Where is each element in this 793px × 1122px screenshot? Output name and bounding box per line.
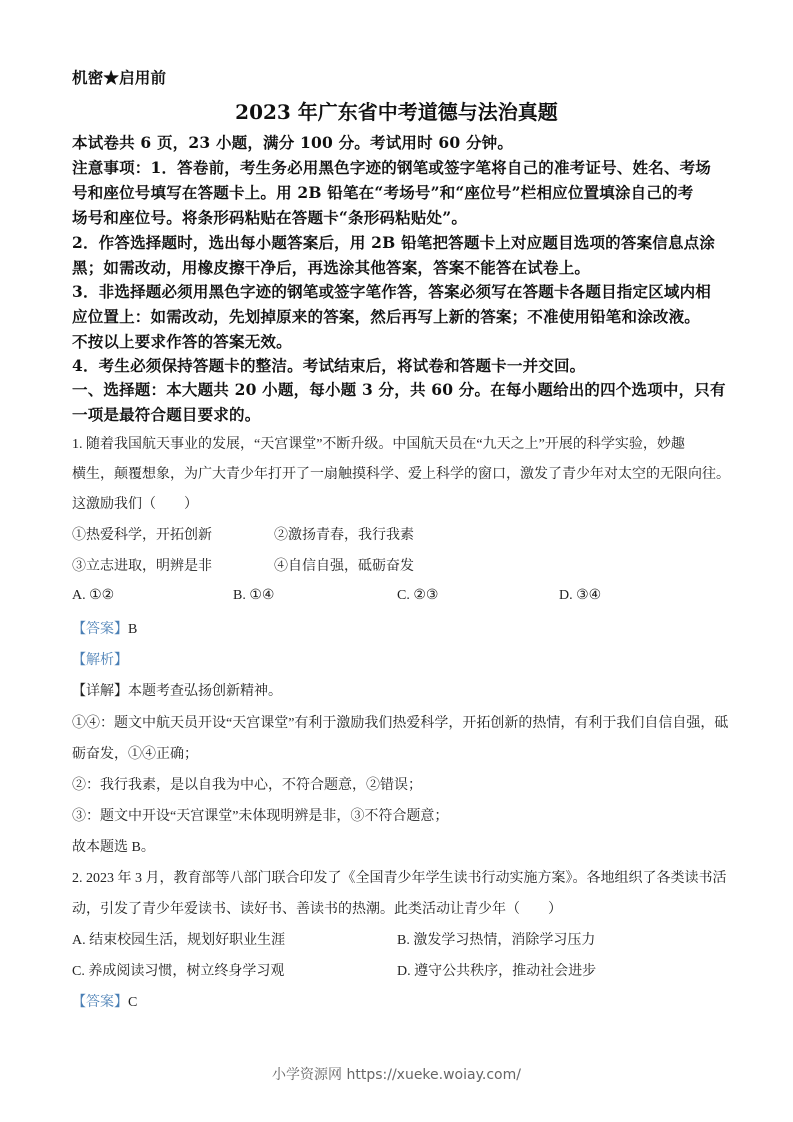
q1-explanation-line: 砺奋发，①④正确； bbox=[72, 747, 198, 762]
q2-answer bbox=[72, 991, 137, 1011]
answer-value: C bbox=[128, 995, 138, 1010]
q2-option-a: A. 结束校园生活，规划好职业生涯 bbox=[72, 933, 286, 948]
answer-value: B bbox=[128, 622, 138, 637]
instruction-line: 注意事项：1．答卷前，考生务必用黑色字迹的钢笔或签字笔将自己的准考证号、姓名、考场 bbox=[72, 158, 711, 177]
q1-explanation-line: ①④：题文中航天员开设“天宫课堂”有利于激励我们热爱科学，开拓创新的热情，有利于我们自信自强，砥 bbox=[72, 716, 729, 731]
confidential-mark: 机密★启用前 bbox=[72, 68, 167, 87]
q1-option-d: D. ③④ bbox=[559, 588, 602, 603]
q1-stem-line: 1. 随着我国航天事业的发展，“天宫课堂”不断升级。中国航天员在“九天之上”开展的科学实验，妙趣 bbox=[72, 437, 685, 452]
q1-statement: ①热爱科学，开拓创新 bbox=[72, 528, 212, 543]
instruction-line: 黑；如需改动，用橡皮擦干净后，再选涂其他答案，答案不能答在试卷上。 bbox=[72, 258, 591, 277]
answer-label: 【答案】 bbox=[72, 995, 128, 1010]
footer-watermark: 小学资源网 https://xueke.woiay.com/ bbox=[272, 1067, 521, 1083]
instruction-line: 场号和座位号。将条形码粘贴在答题卡“条形码粘贴处”。 bbox=[72, 208, 468, 227]
q1-statement: ④自信自强，砥砺奋发 bbox=[274, 559, 414, 574]
q1-option-b: B. ①④ bbox=[233, 588, 275, 603]
detail-text: 本题考查弘扬创新精神。 bbox=[128, 684, 282, 699]
instruction-line: 2．作答选择题时，选出每小题答案后，用 2B 铅笔把答题卡上对应题目选项的答案信息点涂 bbox=[72, 233, 716, 252]
q1-explanation-line: ③：题文中开设“天宫课堂”未体现明辨是非，③不符合题意； bbox=[72, 809, 449, 824]
section-heading: 一项是最符合题目要求的。 bbox=[72, 405, 261, 424]
answer-label: 【答案】 bbox=[72, 622, 128, 637]
q1-statement: ③立志进取，明辨是非 bbox=[72, 559, 212, 574]
analysis-label: 【解析】 bbox=[72, 653, 128, 668]
q1-detail bbox=[72, 680, 282, 700]
q2-option-b: B. 激发学习热情，消除学习压力 bbox=[397, 933, 596, 948]
instruction-line: 3．非选择题必须用黑色字迹的钢笔或签字笔作答，答案必须写在答题卡各题目指定区域内相 bbox=[72, 282, 711, 301]
instruction-line: 4．考生必须保持答题卡的整洁。考试结束后，将试卷和答题卡一并交回。 bbox=[72, 356, 586, 375]
q1-statement: ②激扬青春，我行我素 bbox=[274, 528, 414, 543]
q1-stem-line: 这激励我们（ ） bbox=[72, 497, 198, 512]
instruction-line: 不按以上要求作答的答案无效。 bbox=[72, 332, 292, 351]
q2-option-c: C. 养成阅读习惯，树立终身学习观 bbox=[72, 964, 285, 979]
section-heading: 一、选择题：本大题共 20 小题，每小题 3 分，共 60 分。在每小题给出的四个选项中，只有 bbox=[72, 380, 726, 399]
exam-intro: 本试卷共 6 页，23 小题，满分 100 分。考试用时 60 分钟。 bbox=[72, 133, 514, 152]
detail-label: 【详解】 bbox=[72, 684, 128, 699]
instruction-line: 号和座位号填写在答题卡上。用 2B 铅笔在“考场号”和“座位号”栏相应位置填涂自己的考 bbox=[72, 183, 694, 202]
q1-option-c: C. ②③ bbox=[397, 588, 439, 603]
page-title: 2023 年广东省中考道德与法治真题 bbox=[235, 100, 558, 124]
q2-stem-line: 2. 2023 年 3 月，教育部等八部门联合印发了《全国青少年学生读书行动实施方案》。各地组织了各类读书活 bbox=[72, 871, 727, 886]
instruction-line: 应位置上：如需改动，先划掉原来的答案，然后再写上新的答案；不准使用铅笔和涂改液。 bbox=[72, 307, 701, 326]
q2-stem-line: 动，引发了青少年爱读书、读好书、善读书的热潮。此类活动让青少年（ ） bbox=[72, 902, 562, 917]
q1-explanation-line: ②：我行我素，是以自我为中心，不符合题意，②错误； bbox=[72, 778, 422, 793]
q2-option-d: D. 遵守公共秩序，推动社会进步 bbox=[397, 964, 597, 979]
q1-explanation-line: 故本题选 B。 bbox=[72, 840, 155, 855]
q1-stem-line: 横生，颠覆想象，为广大青少年打开了一扇触摸科学、爱上科学的窗口，激发了青少年对太空的无限向往。 bbox=[72, 467, 730, 482]
q1-answer bbox=[72, 618, 137, 638]
q1-option-a: A. ①② bbox=[72, 588, 115, 603]
